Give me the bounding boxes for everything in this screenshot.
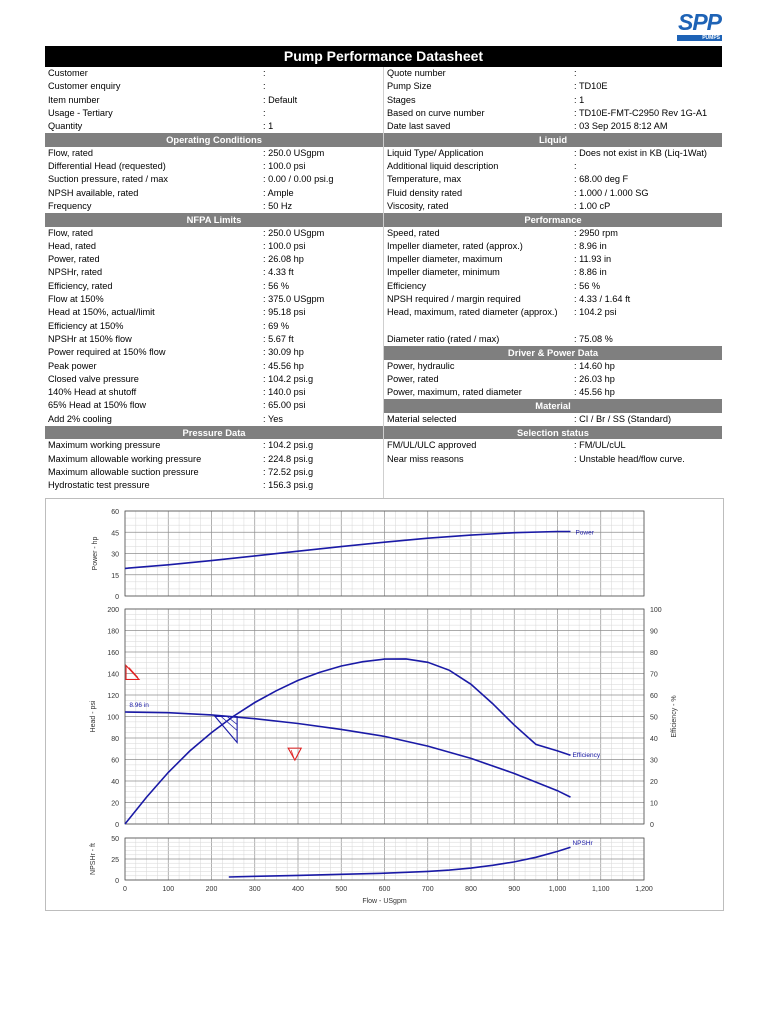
liquid-label: Fluid density rated — [387, 187, 463, 198]
section-header-nfpa: NFPA Limits — [45, 213, 383, 226]
pressure-label: Maximum allowable suction pressure — [48, 466, 199, 477]
x-tick-label: 500 — [335, 886, 348, 893]
y-tick-label: 50 — [111, 836, 119, 843]
performance-row — [384, 240, 722, 253]
liquid-row — [384, 187, 722, 200]
nfpa-row — [45, 386, 383, 399]
left_top-row — [45, 94, 383, 107]
y2-tick-label: 80 — [650, 650, 658, 657]
marker-hatch — [129, 668, 138, 678]
operating-label: Flow, rated — [48, 147, 93, 158]
material-label: Material selected — [387, 413, 457, 424]
y-axis-label: NPSHr - ft — [90, 843, 97, 875]
left_top-value: : — [263, 107, 266, 118]
performance-row — [384, 266, 722, 279]
nfpa-label: NPSHr, rated — [48, 267, 103, 278]
pressure-value: : 224.8 psi.g — [263, 453, 314, 464]
y2-tick-label: 10 — [650, 800, 658, 808]
y-tick-label: 40 — [111, 779, 119, 786]
y-tick-label: 60 — [111, 757, 119, 765]
nfpa-label: Add 2% cooling — [48, 413, 112, 424]
y2-tick-label: 60 — [650, 693, 658, 700]
material-row — [384, 413, 722, 426]
y-tick-label: 30 — [111, 551, 119, 559]
y2-tick-label: 20 — [650, 779, 658, 786]
left_top-label: Customer enquiry — [48, 81, 121, 92]
nfpa-row — [45, 280, 383, 293]
section-header-performance: Performance — [384, 213, 722, 226]
operating-value: : 50 Hz — [263, 200, 293, 211]
y2-tick-label: 50 — [650, 714, 658, 722]
liquid-row — [384, 200, 722, 213]
driver-row — [384, 373, 722, 386]
driver-value: : 26.03 hp — [574, 373, 615, 384]
right_top-value: : — [574, 68, 577, 78]
y2-tick-label: 100 — [650, 607, 662, 614]
right_top-row — [384, 67, 722, 80]
right_top-row — [384, 107, 722, 120]
y-axis-label: Power - hp — [92, 536, 99, 571]
pressure-row — [45, 479, 383, 492]
nfpa-value: : 140.0 psi — [263, 387, 306, 398]
section-header-selection: Selection status — [384, 426, 722, 439]
right_top-label: Quote number — [387, 68, 446, 78]
operating-row — [45, 160, 383, 173]
nfpa-value: : 45.56 hp — [263, 360, 304, 371]
pressure-row — [45, 453, 383, 466]
right_top-row — [384, 120, 722, 133]
nfpa-label: Flow, rated — [48, 227, 93, 238]
driver-value: : 45.56 hp — [574, 387, 615, 398]
x-tick-label: 1,000 — [548, 886, 567, 893]
driver-row — [384, 360, 722, 373]
right_top-label: Stages — [387, 94, 416, 105]
performance-row — [384, 333, 722, 346]
nfpa-label: Efficiency, rated — [48, 280, 113, 291]
y-tick-label: 200 — [107, 607, 119, 614]
performance-row — [384, 306, 722, 333]
pressure-label: Hydrostatic test pressure — [48, 480, 150, 491]
nfpa-label: Closed valve pressure — [48, 373, 139, 384]
x-tick-label: 1,100 — [591, 886, 610, 893]
nfpa-value: : 5.67 ft — [263, 333, 294, 344]
spp-logo — [677, 11, 722, 41]
page-title: Pump Performance Datasheet — [45, 46, 722, 67]
performance-label: Speed, rated — [387, 227, 440, 238]
y-tick-label: 25 — [111, 857, 119, 864]
nfpa-row — [45, 227, 383, 240]
selection-row — [384, 439, 722, 452]
nfpa-value: : 4.33 ft — [263, 267, 294, 278]
left_top-label: Item number — [48, 94, 100, 105]
operating-label: Suction pressure, rated / max — [48, 174, 169, 185]
liquid-row — [384, 147, 722, 160]
x-tick-label: 700 — [421, 886, 434, 893]
nfpa-value: : 30.09 hp — [263, 347, 304, 358]
nfpa-label: 65% Head at 150% flow — [48, 400, 147, 411]
nfpa-value: : 69 % — [263, 320, 290, 331]
left_top-row — [45, 107, 383, 120]
y-tick-label: 60 — [111, 509, 119, 516]
liquid-value: : 1.000 / 1.000 SG — [574, 187, 649, 198]
liquid-row — [384, 173, 722, 186]
section-header-liquid: Liquid — [384, 133, 722, 146]
performance-charts — [45, 498, 722, 909]
right_top-value: : 1 — [574, 94, 585, 105]
y2-tick-label: 0 — [650, 822, 654, 829]
x-tick-label: 900 — [508, 886, 521, 893]
left_top-value: : — [263, 81, 266, 92]
impeller-diameter-label: 8.96 in — [129, 701, 149, 709]
y-tick-label: 140 — [107, 671, 119, 679]
nfpa-row — [45, 346, 383, 359]
y-tick-label: 80 — [111, 736, 119, 743]
right_top-value: : 03 Sep 2015 8:12 AM — [574, 121, 668, 132]
nfpa-label: Flow at 150% — [48, 294, 104, 305]
nfpa-row — [45, 413, 383, 426]
performance-value: : 56 % — [574, 280, 601, 291]
driver-value: : 14.60 hp — [574, 360, 615, 371]
selection-label: FM/UL/ULC approved — [387, 440, 477, 451]
pressure-value: : 156.3 psi.g — [263, 480, 314, 491]
nfpa-value: : 100.0 psi — [263, 240, 306, 251]
performance-label: NPSH required / margin required — [387, 294, 521, 305]
nfpa-row — [45, 253, 383, 266]
liquid-label: Liquid Type/ Application — [387, 147, 484, 158]
nfpa-row — [45, 360, 383, 373]
nfpa-label: Power required at 150% flow — [48, 347, 166, 358]
npshr-curve-label: NPSHr — [572, 840, 593, 848]
nfpa-label: Efficiency at 150% — [48, 320, 124, 331]
operating-row — [45, 200, 383, 213]
nfpa-row — [45, 373, 383, 386]
pressure-value: : 72.52 psi.g — [263, 466, 314, 477]
right_top-row — [384, 94, 722, 107]
y2-tick-label: 90 — [650, 628, 658, 636]
performance-value: : 4.33 / 1.64 ft — [574, 294, 631, 305]
pressure-value: : 104.2 psi.g — [263, 440, 314, 451]
nfpa-row — [45, 306, 383, 319]
pressure-row — [45, 439, 383, 452]
power-curve-label: Power — [575, 529, 594, 537]
y2-tick-label: 40 — [650, 736, 658, 743]
y-tick-label: 160 — [107, 650, 119, 657]
selection-label: Near miss reasons — [387, 453, 464, 464]
nfpa-row — [45, 293, 383, 306]
x-tick-label: 100 — [162, 886, 175, 893]
left_top-row — [45, 120, 383, 133]
pressure-label: Maximum working pressure — [48, 440, 161, 451]
nfpa-value: : 250.0 USgpm — [263, 227, 325, 238]
pressure-label: Maximum allowable working pressure — [48, 453, 202, 464]
performance-row — [384, 293, 722, 306]
y-tick-label: 0 — [115, 822, 119, 829]
liquid-value: : — [574, 161, 577, 172]
liquid-value: : 1.00 cP — [574, 200, 611, 211]
performance-value: : 11.93 in — [574, 254, 612, 265]
nfpa-label: Head at 150%, actual/limit — [48, 307, 155, 318]
driver-label: Power, maximum, rated diameter — [387, 387, 522, 398]
nfpa-row — [45, 320, 383, 333]
left_top-value: : — [263, 68, 266, 78]
logo-text: SPP — [677, 9, 722, 35]
nfpa-value: : 56 % — [263, 280, 290, 291]
operating-row — [45, 173, 383, 186]
y2-tick-label: 70 — [650, 671, 658, 679]
shutoff_140-marker — [126, 666, 139, 680]
nfpa-value: : 26.08 hp — [263, 254, 304, 265]
nfpa-label: Power, rated — [48, 254, 100, 265]
y-tick-label: 120 — [107, 693, 119, 700]
right_top-label: Date last saved — [387, 121, 451, 132]
liquid-value: : Does not exist in KB (Liq-1Wat) — [574, 147, 707, 158]
performance-label: Head, maximum, rated diameter (approx.) — [387, 307, 558, 318]
y-tick-label: 180 — [107, 628, 119, 636]
left_top-label: Usage - Tertiary — [48, 107, 113, 118]
nfpa-value: : Yes — [263, 413, 283, 424]
liquid-value: : 68.00 deg F — [574, 174, 629, 185]
right_top-row — [384, 80, 722, 93]
y-tick-label: 45 — [111, 530, 119, 538]
nfpa-row — [45, 240, 383, 253]
y-tick-label: 15 — [111, 572, 119, 580]
performance-label: Efficiency — [387, 280, 427, 291]
right_top-value: : TD10E — [574, 81, 608, 92]
liquid-row — [384, 160, 722, 173]
performance-label: Impeller diameter, rated (approx.) — [387, 240, 523, 251]
left_top-row — [45, 67, 383, 80]
nfpa-label: 140% Head at shutoff — [48, 387, 137, 398]
y-tick-label: 0 — [115, 878, 119, 885]
nfpa-row — [45, 333, 383, 346]
operating-value: : 250.0 USgpm — [263, 147, 325, 158]
performance-value: : 104.2 psi — [574, 307, 617, 318]
right_top-label: Pump Size — [387, 81, 432, 92]
selection-row — [384, 453, 722, 466]
operating-value: : 0.00 / 0.00 psi.g — [263, 174, 334, 185]
left_top-value: : 1 — [263, 121, 274, 132]
performance-value: : 8.96 in — [574, 240, 607, 251]
operating-value: : 100.0 psi — [263, 161, 306, 172]
nfpa-label: NPSHr at 150% flow — [48, 333, 132, 344]
driver-row — [384, 386, 722, 399]
x-tick-label: 400 — [292, 886, 304, 893]
performance-value: : 8.86 in — [574, 267, 607, 278]
y-tick-label: 100 — [107, 714, 119, 722]
section-header-operating: Operating Conditions — [45, 133, 383, 146]
x-tick-label: 200 — [205, 886, 218, 893]
performance-value: : 75.08 % — [574, 333, 613, 344]
performance-value: : 2950 rpm — [574, 227, 618, 238]
right_top-value: : TD10E-FMT-C2950 Rev 1G-A1 — [574, 107, 708, 118]
nfpa-value: : 65.00 psi — [263, 400, 306, 411]
x-tick-label: 800 — [465, 886, 477, 893]
operating-label: Frequency — [48, 200, 92, 211]
operating-row — [45, 187, 383, 200]
material-value: : CI / Br / SS (Standard) — [574, 413, 672, 424]
driver-label: Power, hydraulic — [387, 360, 455, 371]
selection-value: : Unstable head/flow curve. — [574, 453, 685, 464]
y-axis-label: Head - psi — [90, 700, 97, 733]
x-tick-label: 300 — [248, 886, 261, 893]
nfpa-value: : 375.0 USgpm — [263, 294, 325, 305]
left_top-label: Quantity — [48, 121, 83, 132]
nfpa-row — [45, 399, 383, 412]
section-header-material: Material — [384, 399, 722, 412]
y2-axis-label: Efficiency - % — [671, 695, 678, 738]
x-tick-label: 0 — [123, 886, 127, 893]
y-tick-label: 0 — [115, 594, 119, 601]
efficiency-curve-label: Efficiency — [572, 752, 601, 760]
section-header-driver: Driver & Power Data — [384, 346, 722, 359]
performance-row — [384, 280, 722, 293]
operating-label: NPSH available, rated — [48, 187, 139, 198]
section-header-pressure: Pressure Data — [45, 426, 383, 439]
operating-label: Differential Head (requested) — [48, 161, 166, 172]
logo-subtext: PUMPS — [702, 35, 720, 41]
performance-label: Impeller diameter, minimum — [387, 267, 500, 278]
x-axis-label: Flow - USgpm — [362, 898, 407, 905]
nfpa-value: : 95.18 psi — [263, 307, 306, 318]
nfpa-label: Peak power — [48, 360, 97, 371]
operating-value: : Ample — [263, 187, 294, 198]
performance-row — [384, 227, 722, 240]
npshr-curve — [229, 847, 571, 877]
left-column — [45, 67, 383, 493]
nfpa-value: : 104.2 psi.g — [263, 373, 314, 384]
pressure-row — [45, 466, 383, 479]
performance-label: Impeller diameter, maximum — [387, 254, 503, 265]
x-tick-label: 600 — [378, 886, 391, 893]
liquid-label: Temperature, max — [387, 174, 462, 185]
x-tick-label: 1,200 — [635, 886, 653, 893]
liquid-label: Viscosity, rated — [387, 200, 449, 211]
y2-tick-label: 30 — [650, 757, 658, 765]
performance-row — [384, 253, 722, 266]
performance-label: Diameter ratio (rated / max) — [387, 333, 500, 344]
nfpa-row — [45, 266, 383, 279]
liquid-label: Additional liquid description — [387, 161, 499, 172]
right_top-label: Based on curve number — [387, 107, 485, 118]
right-column — [384, 67, 722, 466]
left_top-value: : Default — [263, 94, 298, 105]
selection-value: : FM/UL/cUL — [574, 440, 626, 451]
driver-label: Power, rated — [387, 373, 439, 384]
nfpa-label: Head, rated — [48, 240, 97, 251]
operating-row — [45, 147, 383, 160]
left_top-row — [45, 80, 383, 93]
y-tick-label: 20 — [111, 800, 119, 808]
left_top-label: Customer — [48, 68, 88, 78]
